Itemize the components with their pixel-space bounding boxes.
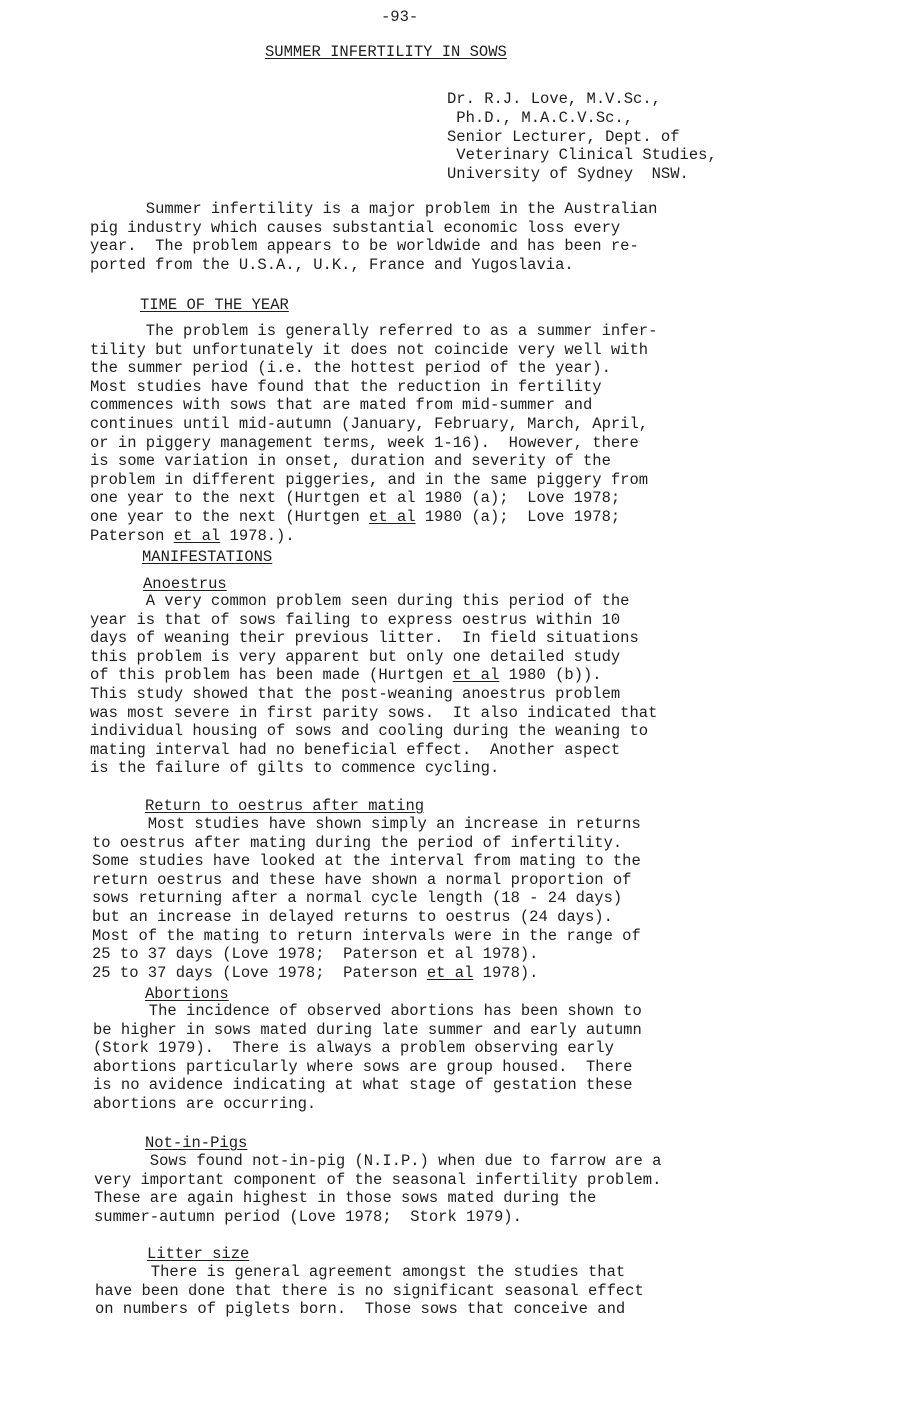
text-line: This study showed that the post-weaning anoestrus problem — [90, 684, 621, 703]
page-number: -93- — [381, 8, 419, 26]
author-line: Senior Lecturer, Dept. of — [447, 127, 680, 146]
article-title: SUMMER INFERTILITY IN SOWS — [265, 43, 507, 61]
text-line: The incidence of observed abortions has been shown to — [93, 1002, 642, 1020]
text-line: is no avidence indicating at what stage of gestation these — [93, 1076, 633, 1095]
intro-paragraph — [90, 200, 657, 274]
subheading-abortions: Abortions — [145, 985, 229, 1003]
text-line: days of weaning their previous litter. In field situations — [90, 629, 639, 648]
text-line: have been done that there is no significant seasonal effect — [95, 1281, 644, 1300]
section-heading-time-of-year: TIME OF THE YEAR — [140, 296, 289, 314]
text-line: Summer infertility is a major problem in the Australian — [90, 200, 658, 218]
text-line: one year to the next (Hurtgen et al 1980 (a); Love 1978; — [90, 489, 621, 508]
author-line: Ph.D., M.A.C.V.Sc., — [447, 108, 634, 127]
author-line: Dr. R.J. Love, M.V.Sc., — [447, 90, 661, 108]
text-line: The problem is generally referred to as a summer infer- — [90, 322, 658, 340]
text-line: Sows found not-in-pig (N.I.P.) when due to farrow are a — [94, 1152, 662, 1170]
text-line: but an increase in delayed returns to oestrus (24 days). — [92, 907, 613, 926]
text-line: or in piggery management terms, week 1-16). However, there — [90, 433, 639, 452]
text-line: problem in different piggeries, and in the same piggery from — [90, 470, 649, 489]
text-line: on numbers of piglets born. Those sows that conceive and — [95, 1300, 626, 1319]
text-line: commences with sows that are mated from mid-summer and — [90, 396, 593, 415]
not-in-pig-paragraph — [94, 1152, 661, 1226]
text-line: tility but unfortunately it does not coincide very well with — [90, 340, 649, 359]
return-paragraph — [92, 815, 641, 982]
text-line: 25 to 37 days (Love 1978; Paterson et al 1978). — [92, 963, 539, 982]
text-line: was most severe in first parity sows. It also indicated that — [90, 703, 658, 722]
text-line: this problem is very apparent but only one detailed study — [90, 647, 621, 666]
subheading-anoestrus: Anoestrus — [143, 575, 227, 593]
text-line: very important component of the seasonal infertility problem. — [94, 1170, 662, 1189]
text-line: pig industry which causes substantial economic loss every — [90, 218, 621, 237]
subheading-not-in-pig: Not-in-Pigs — [145, 1134, 248, 1152]
text-line: abortions are occurring. — [93, 1094, 317, 1113]
text-line: Paterson et al 1978.). — [90, 526, 295, 545]
text-line: mating interval had no beneficial effect. Another aspect — [90, 740, 621, 759]
anoestrus-paragraph — [90, 592, 657, 778]
text-line: summer-autumn period (Love 1978; Stork 1979). — [94, 1207, 522, 1226]
text-line: continues until mid-autumn (January, February, March, April, — [90, 414, 649, 433]
text-line: There is general agreement amongst the studies that — [95, 1263, 626, 1281]
text-line: Some studies have looked at the interval from mating to the — [92, 852, 641, 871]
text-line: year is that of sows failing to express oestrus within 10 — [90, 610, 621, 629]
text-line: is some variation in onset, duration and severity of the — [90, 452, 611, 471]
section-heading-manifestations: MANIFESTATIONS — [142, 548, 273, 566]
text-line: Most studies have shown simply an increase in returns — [92, 815, 641, 833]
time-of-year-paragraph — [90, 322, 657, 545]
text-line: ported from the U.S.A., U.K., France and Yugoslavia. — [90, 255, 574, 274]
text-line: is the failure of gilts to commence cycling. — [90, 759, 500, 778]
subheading-return-to-oestrus: Return to oestrus after mating — [145, 797, 425, 815]
text-line: to oestrus after mating during the period of infertility. — [92, 833, 623, 852]
text-line: abortions particularly where sows are group housed. There — [93, 1057, 633, 1076]
text-line: be higher in sows mated during late summer and early autumn — [93, 1020, 642, 1039]
author-block — [447, 90, 717, 184]
litter-size-paragraph — [95, 1263, 644, 1319]
text-line: 25 to 37 days (Love 1978; Paterson et al 1978). — [92, 945, 539, 964]
text-line: Most studies have found that the reduction in fertility — [90, 377, 602, 396]
subheading-litter-size: Litter size — [147, 1245, 250, 1263]
text-line: year. The problem appears to be worldwide and has been re- — [90, 237, 639, 256]
author-line: University of Sydney NSW. — [447, 165, 689, 184]
text-line: A very common problem seen during this period of the — [90, 592, 630, 610]
abortions-paragraph — [93, 1002, 642, 1114]
text-line: individual housing of sows and cooling during the weaning to — [90, 722, 649, 741]
text-line: the summer period (i.e. the hottest period of the year). — [90, 359, 611, 378]
text-line: of this problem has been made (Hurtgen et al 1980 (b)). — [90, 666, 602, 685]
text-line: These are again highest in those sows mated during the — [94, 1189, 597, 1208]
text-line: one year to the next (Hurtgen et al 1980 (a); Love 1978; — [90, 507, 621, 526]
text-line: sows returning after a normal cycle length (18 - 24 days) — [92, 889, 623, 908]
author-line: Veterinary Clinical Studies, — [447, 146, 717, 165]
text-line: Most of the mating to return intervals were in the range of — [92, 926, 641, 945]
text-line: return oestrus and these have shown a normal proportion of — [92, 870, 632, 889]
text-line: (Stork 1979). There is always a problem observing early — [93, 1039, 614, 1058]
